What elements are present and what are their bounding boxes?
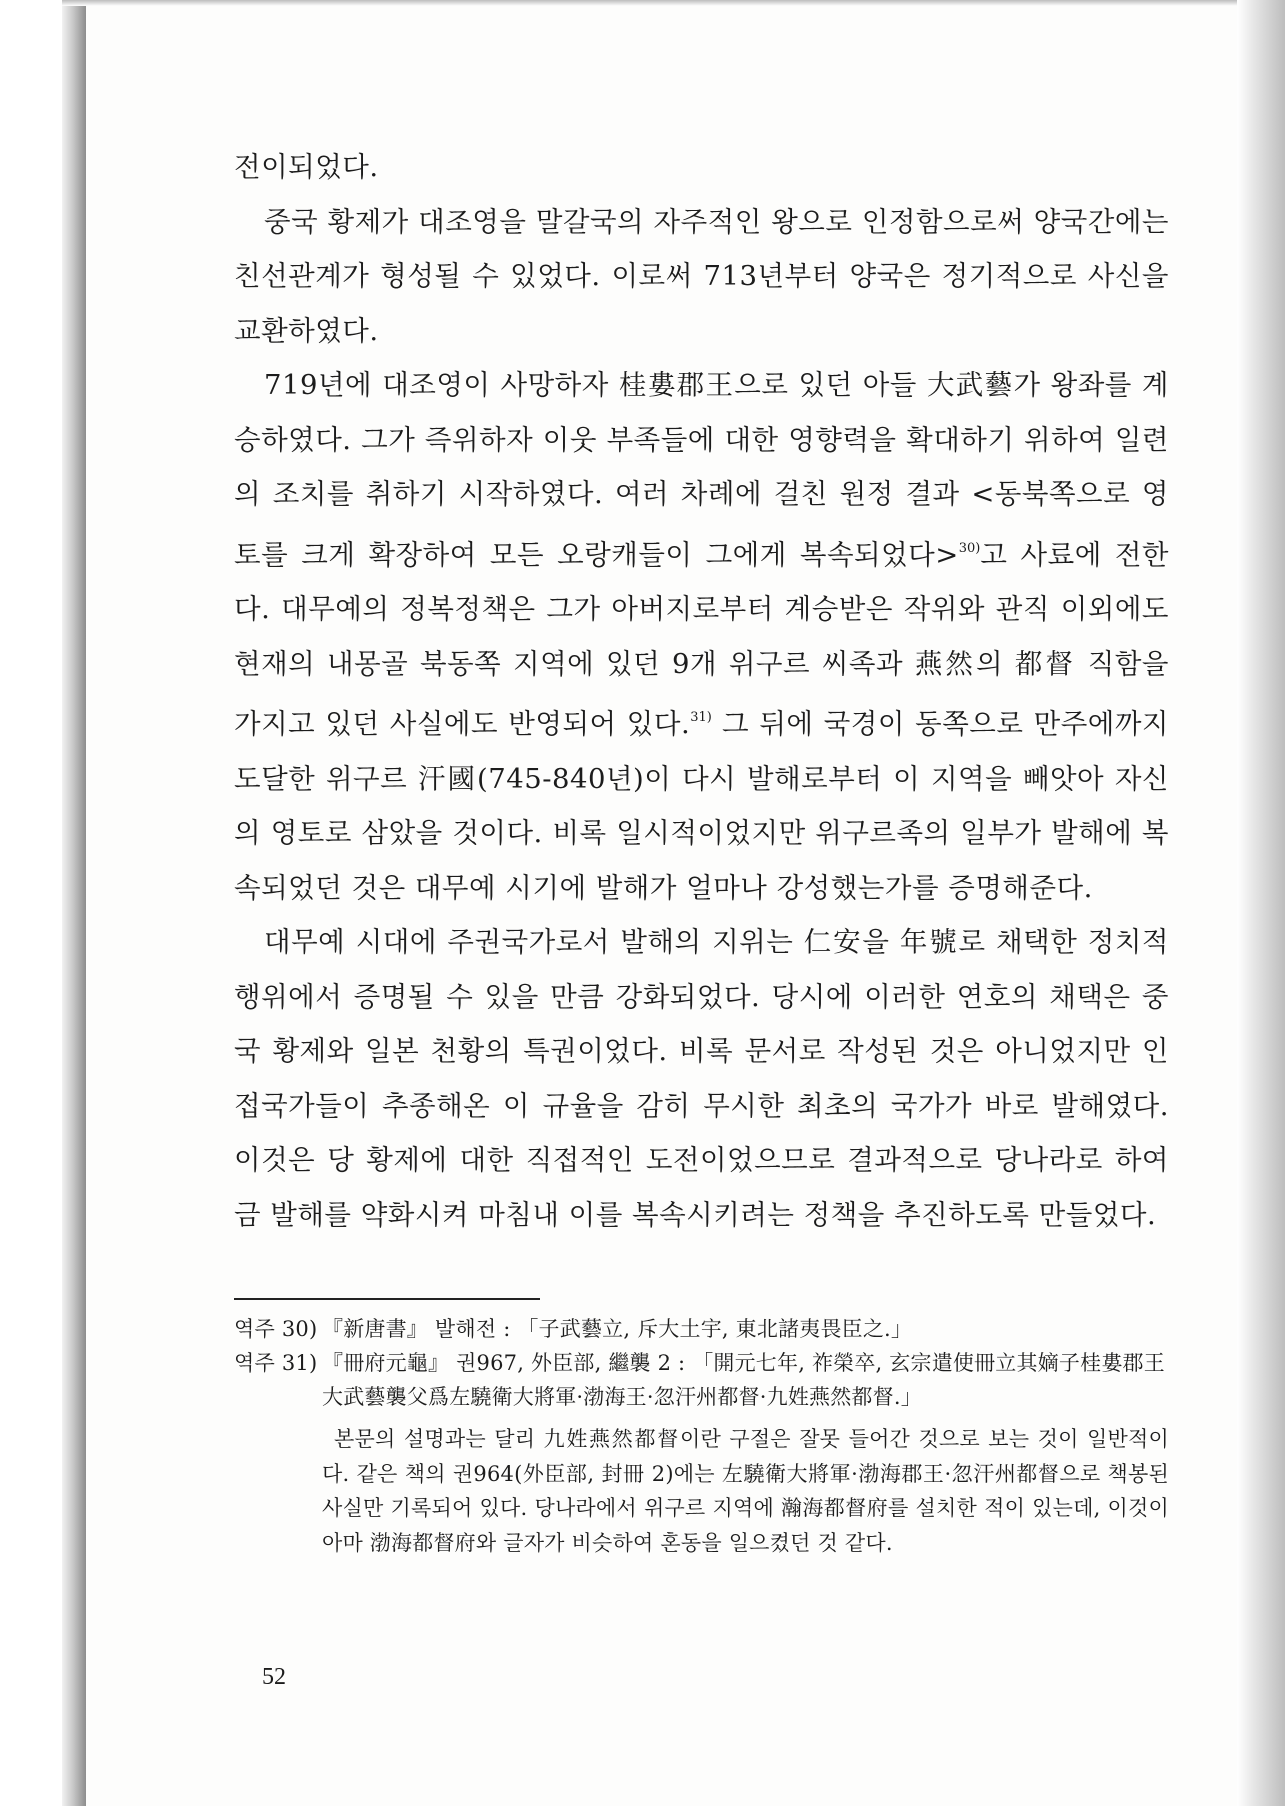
paragraph-4: 대무예 시대에 주권국가로서 발해의 지위는 仁安을 年號로 채택한 정치적 행위에서 증명될 수 있을 만큼 강화되었다. 당시에 이러한 연호의 채택은 중국 황제와 일본 천황의 특권이었다. 비록 문서로 작성된 것은 아니었지만 인접국가들이 추종해온 이 규율을 감히 무시한 최초의 국가가 바로 발해였다. 이것은 당 황제에 대한 직접적인 도전이었으므로 결과적으로 당나라로 하여금 발해를 약화시켜 마침내 이를 복속시키려는 정책을 추진하도록 만들었다. [234, 926, 1169, 1231]
footnote-31-note: 본문의 설명과는 달리 九姓燕然都督이란 구절은 잘못 들어간 것으로 보는 것이 일반적이다. 같은 책의 권964(外臣部, 封冊 2)에는 左驍衛大將軍·渤海郡王·忽汗州都督으로 책봉된 사실만 기록되어 있다. 당나라에서 위구르 지역에 瀚海都督府를 설치한 적이 있는데, 이것이 아마 渤海都督府와 글자가 비슷하여 혼동을 일으켰던 것 같다. [322, 1427, 1169, 1555]
footnote-30-text: 『新唐書』 발해전 : 「子武藝立, 斥大土宇, 東北諸夷畏臣之.」 [322, 1317, 913, 1341]
main-text [234, 140, 1169, 1242]
footnote-ref-31: 31) [690, 710, 712, 725]
paragraph-3-part-b: 고 사료에 전한다. 대무예의 정복정책은 그가 아버지로부터 계승받은 작위와 관직 이외에도 현재의 내몽골 북동쪽 지역에 있던 9개 위구르 씨족과 燕然의 都督 직함을 가지고 있던 사실에도 반영되어 있다. [234, 538, 1170, 740]
footnotes [234, 1312, 1169, 1560]
paragraph-3 [234, 358, 1169, 915]
footnote-31-label: 역주 31) [234, 1351, 318, 1375]
page-number: 52 [262, 1664, 286, 1690]
footnote-ref-30: 30) [958, 540, 981, 556]
paragraph-1: 전이되었다. [234, 151, 379, 183]
footnote-31 [234, 1346, 1169, 1414]
footnote-31-text: 『冊府元龜』 권967, 外臣部, 繼襲 2 : 「開元七年, 祚榮卒, 玄宗遣使冊立其嫡子桂婁郡王大武藝襲父爲左驍衛大將軍·渤海王·忽汗州都督·九姓燕然都督.」 [322, 1351, 1165, 1409]
paragraph-2: 중국 황제가 대조영을 말갈국의 자주적인 왕으로 인정함으로써 양국간에는 친선관계가 형성될 수 있었다. 이로써 713년부터 양국은 정기적으로 사신을 교환하였다. [234, 205, 1169, 347]
page-right-shadow [1237, 0, 1285, 1806]
paragraph-3-part-a: 719년에 대조영이 사망하자 桂婁郡王으로 있던 아들 大武藝가 왕좌를 계승하였다. 그가 즉위하자 이웃 부족들에 대한 영향력을 확대하기 위하여 일련의 조치를 취하기 시작하였다. 여러 차례에 걸친 원정 결과 <동북쪽으로 영토를 크게 확장하여 모든 오랑캐들이 그에게 복속되었다> [234, 369, 1169, 571]
book-spine-edge [62, 0, 86, 1806]
footnote-separator [234, 1298, 540, 1300]
footnote-30 [234, 1312, 1169, 1346]
paragraph-3-part-c: 그 뒤에 국경이 동쪽으로 만주에까지 도달한 위구르 汗國(745-840년)이 다시 발해로부터 이 지역을 빼앗아 자신의 영토로 삼았을 것이다. 비록 일시적이었지만 위구르족의 일부가 발해에 복속되었던 것은 대무예 시기에 발해가 얼마나 강성했는가를 증명해준다. [234, 708, 1169, 904]
footnote-30-label: 역주 30) [234, 1317, 318, 1341]
